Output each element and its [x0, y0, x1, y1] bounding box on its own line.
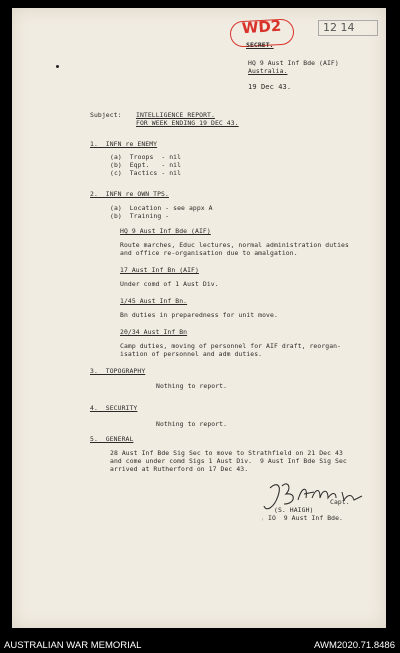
punch-mark — [56, 65, 59, 68]
subject-line2: FOR WEEK ENDING 19 DEC 43. — [136, 119, 239, 127]
report-date: 19 Dec 43. — [248, 83, 292, 91]
section4-text: Nothing to report. — [156, 420, 228, 428]
subject-line1: INTELLIGENCE REPORT. — [136, 111, 215, 119]
section1-item: (b) Eqpt. - nil — [110, 161, 182, 169]
unit-detail: isation of personnel and adm duties. — [120, 350, 263, 358]
section2-item: (b) Training - — [110, 212, 170, 220]
unit-name: 20/34 Aust Inf Bn — [120, 328, 188, 336]
signatory-role: IO 9 Aust Inf Bde. — [268, 514, 344, 522]
unit-detail: Bn duties in preparedness for unit move. — [120, 311, 278, 319]
archive-reference: AWM2020.71.8486 — [314, 640, 395, 651]
unit-detail: and office re-organisation due to amalgation. — [120, 249, 298, 257]
section3-text: Nothing to report. — [156, 382, 228, 390]
subject-label: Subject: — [90, 111, 122, 119]
classification: SECRET. — [246, 41, 274, 49]
unit-detail: Route marches, Educ lectures, normal administration duties — [120, 241, 349, 249]
section5-heading: 5. GENERAL — [90, 435, 134, 443]
unit-detail: Under comd of 1 Aust Div. — [120, 280, 219, 288]
signatory-rank: Capt. — [330, 498, 350, 506]
section1-heading: 1. INFN re ENEMY — [90, 140, 158, 148]
signatory-name: (S. HAIGH) — [274, 506, 314, 514]
section1-item: (a) Troops - nil — [110, 153, 182, 161]
pencil-file-number: 12 14 — [318, 20, 378, 36]
section2-item: (a) Location - see appx A — [110, 204, 213, 212]
section5-line: 28 Aust Inf Bde Sig Sec to move to Strathfield on 21 Dec 43 — [110, 449, 343, 457]
unit-name: 17 Aust Inf Bn (AIF) — [120, 266, 199, 274]
section3-heading: 3. TOPOGRAPHY — [90, 367, 146, 375]
section5-line: and come under comd Sigs 1 Aust Div. 9 Aust Inf Bde Sig Sec — [110, 457, 347, 465]
section4-heading: 4. SECURITY — [90, 404, 138, 412]
section1-item: (c) Tactics - nil — [110, 169, 182, 177]
section2-heading: 2. INFN re OWN TPS. — [90, 190, 169, 198]
unit-name: HQ 9 Aust Inf Bde (AIF) — [120, 227, 211, 235]
unit-name: 1/45 Aust Inf Bn. — [120, 297, 188, 305]
from-unit: HQ 9 Aust Inf Bde (AIF) — [248, 59, 339, 67]
archive-name: AUSTRALIAN WAR MEMORIAL — [4, 640, 142, 651]
document-page — [12, 8, 386, 628]
unit-detail: Camp duties, moving of personnel for AIF draft, reorgan- — [120, 342, 342, 350]
archive-footer — [0, 638, 400, 653]
from-location: Australia. — [248, 67, 288, 75]
section5-line: arrived at Rutherford on 17 Dec 43. — [110, 465, 249, 473]
red-handwritten-mark: WD2 — [241, 16, 282, 38]
